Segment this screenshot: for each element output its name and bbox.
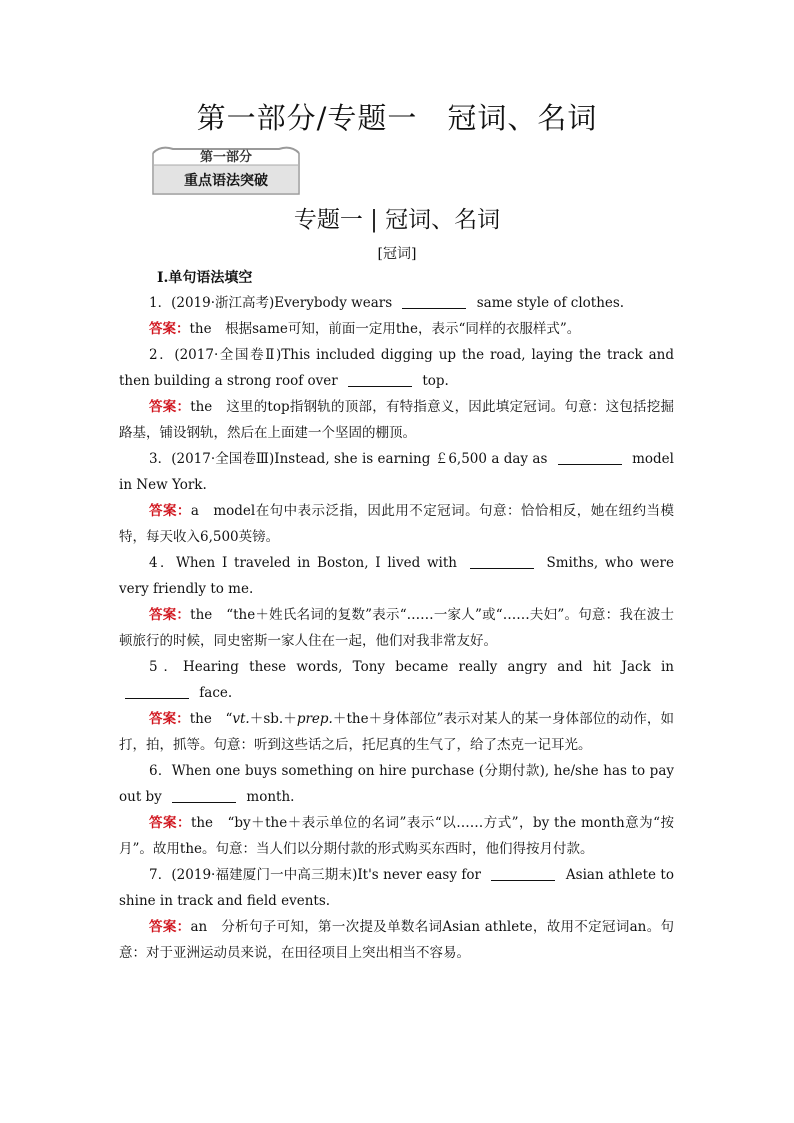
answer-label: 答案： [149,321,190,337]
question-4: 4．When I traveled in Boston, I lived with Smiths, who were very friendly to me. [119,555,674,597]
answer-label: 答案： [149,607,191,623]
answer-blank [172,788,236,803]
answer-blank [348,372,412,387]
question-2: 2．(2017·全国卷Ⅱ)This included digging up the road, laying the track and then building a strong roof over top. [119,347,674,389]
answer-5: 答案：the “vt.＋sb.＋prep.＋the＋身体部位”表示对某人的某一身体部位的动作，如打，拍，抓等。句意：听到这些话之后，托尼真的生气了，给了杰克一记耳光。 [119,711,675,753]
answer-6: 答案：the “by＋the＋表示单位的名词”表示“以……方式”，by the month意为“按月”。故用the。句意：当人们以分期付款的形式购买东西时，他们得按月付款。 [119,815,674,857]
question-list [119,290,674,966]
answer-7: 答案：an 分析句子可知，第一次提及单数名词Asian athlete，故用不定冠词an。句意：对于亚洲运动员来说，在田径项目上突出相当不容易。 [119,919,675,961]
answer-4: 答案：the “the＋姓氏名词的复数”表示“……一家人”或“……夫妇”。句意：我在波士顿旅行的时候，同史密斯一家人住在一起，他们对我非常友好。 [119,607,674,649]
answer-2: 答案：the 这里的top指钢轨的顶部，有特指意义，因此填定冠词。句意：这包括挖掘路基，铺设钢轨，然后在上面建一个坚固的棚顶。 [119,399,674,441]
answer-label: 答案： [149,503,191,519]
question-5: 5．Hearing these words, Tony became really angry and hit Jack in face. [119,654,674,706]
answer-blank [125,684,189,699]
answer-blank [402,294,466,309]
question-6: 6．When one buys something on hire purchase (分期付款), he/she has to pay out by month. [119,763,674,805]
sub-tag: [冠词] [377,246,417,262]
answer-3: 答案：a model在句中表示泛指，因此用不定冠词。句意：恰恰相反，她在纽约当模特，每天收入6,500英镑。 [119,503,675,545]
answer-blank [558,450,622,465]
question-7: 7．(2019·福建厦门一中高三期末)It's never easy for Asian athlete to shine in track and field events. [119,867,674,909]
badge-top-label: 第一部分 [199,150,252,165]
answer-blank [470,554,534,569]
answer-label: 答案： [149,815,191,831]
answer-1: 答案：the 根据same可知，前面一定用the，表示“同样的衣服样式”。 [149,321,581,337]
answer-label: 答案： [149,711,190,727]
page-title: 第一部分/专题一 冠词、名词 [196,101,598,135]
badge-bottom-label: 重点语法突破 [184,173,268,189]
answer-label: 答案： [149,919,191,935]
question-1: 1．(2019·浙江高考)Everybody wears same style of clothes. [149,295,625,311]
question-3: 3．(2017·全国卷Ⅲ)Instead, she is earning ￡6,500 a day as model in New York. [119,451,674,493]
section-title: 专题一 | 冠词、名词 [293,207,501,233]
section-badge [151,143,301,196]
answer-label: 答案： [149,399,191,415]
answer-blank [491,866,555,881]
part-heading: Ⅰ.单句语法填空 [157,270,253,286]
